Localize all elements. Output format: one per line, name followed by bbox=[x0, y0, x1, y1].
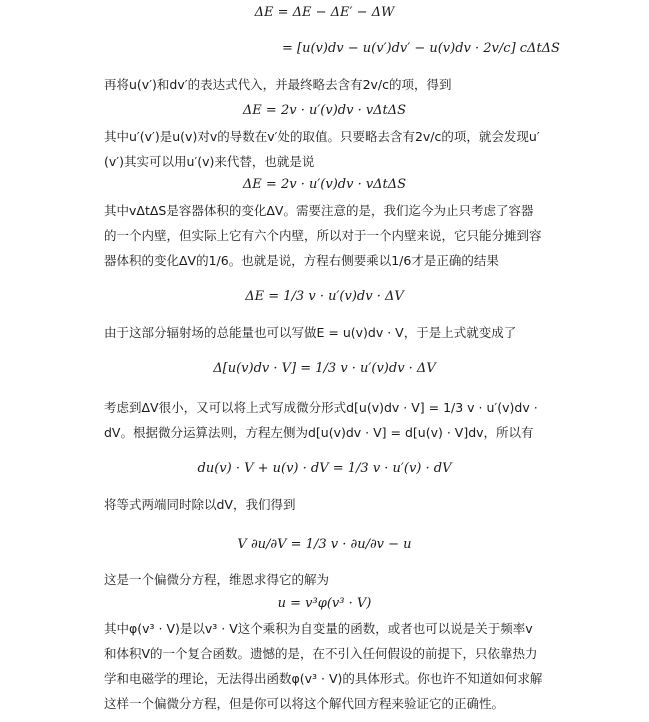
paragraph-differential: 考虑到ΔV很小，又可以将上式写成微分形式d[u(v)dv · V] = 1/3 v · u′(v)dv · dV。根据微分运算法则，方程左侧为d[u(v)dv · V] = d[u(v) · V]dv，所以有 bbox=[104, 400, 538, 440]
equation-solution: u = v³φ(v³ · V) bbox=[277, 596, 372, 611]
equation-delta-e-third: ΔE = 1/3 v · u′(v)dv · ΔV bbox=[245, 289, 404, 304]
paragraph-total-energy: 由于这部分辐射场的总能量也可以写做E = u(v)dv · V，于是上式就变成了 bbox=[104, 325, 517, 340]
paragraph-six-walls: 其中vΔtΔS是容器体积的变化ΔV。需要注意的是，我们迄今为止只考虑了容器的一个内壁，但实际上它有六个内壁，所以对于一个内壁来说，它只能分摊到容器体积的变化ΔV的1/6。也就是说，方程右侧要乘以1/6才是正确的结果 bbox=[104, 203, 542, 268]
paragraph-derivative: 其中u′(v′)是u(v)对v的导数在v′处的取值。只要略去含有2v/c的项，就会发现u′(v′)其实可以用u′(v)来代替，也就是说 bbox=[104, 129, 540, 169]
equation-pde: V ∂u/∂V = 1/3 v · ∂u/∂v − u bbox=[237, 537, 412, 552]
equation-delta-e-2: ΔE = 2v · u′(v)dv · vΔtΔS bbox=[242, 177, 407, 192]
paragraph-wien: 这是一个偏微分方程，维恩求得它的解为 bbox=[104, 572, 330, 587]
equation-delta-e-1: ΔE = 2v · u′(v)dv · vΔtΔS bbox=[242, 103, 407, 118]
equation-delta-uv: Δ[u(v)dv · V] = 1/3 v · u′(v)dv · ΔV bbox=[213, 361, 436, 376]
equation-energy-expanded: = [u(v)dv − u(v′)dv′ − u(v)dv · 2v/c] cΔtΔS bbox=[282, 41, 560, 56]
paragraph-phi-function: 其中φ(v³ · V)是以v³ · V这个乘积为自变量的函数，或者也可以说是关于频率v和体积V的一个复合函数。遗憾的是，在不引入任何假设的前提下，只依靠热力学和电磁学的理论，无法得出函数φ(v³ · V)的具体形式。你也许不知道如何求解这样一个偏微分方程，但是你可以将这个解代回方程来验证它的正确性。 bbox=[104, 621, 543, 711]
paragraph-substitute: 再将u(v′)和dv′的表达式代入，并最终略去含有2v/c的项，得到 bbox=[104, 77, 452, 92]
paragraph-divide: 将等式两端同时除以dV，我们得到 bbox=[104, 497, 296, 512]
equation-differential: du(v) · V + u(v) · dV = 1/3 v · u′(v) · dV bbox=[197, 461, 452, 476]
equation-energy-balance: ΔE = ΔE − ΔE′ − ΔW bbox=[254, 5, 395, 20]
